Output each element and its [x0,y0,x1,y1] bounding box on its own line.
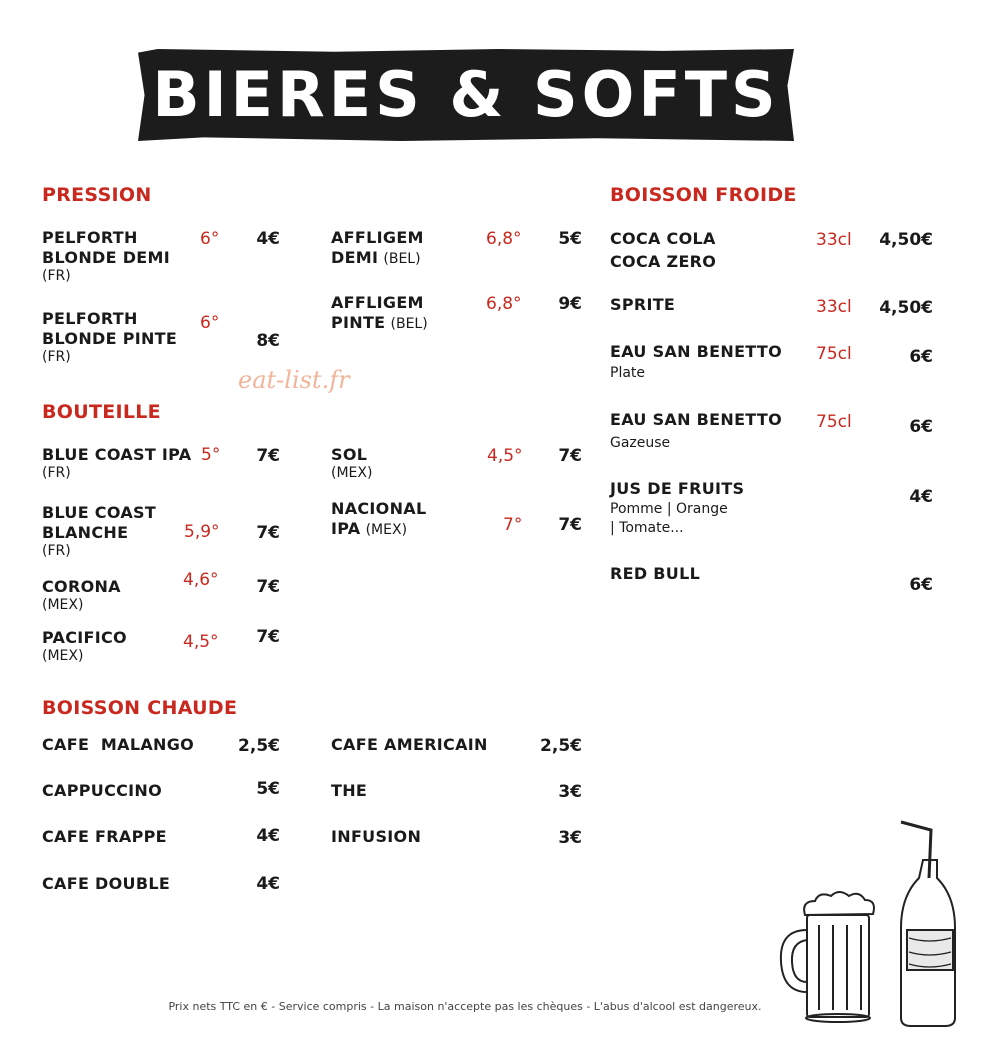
item-price: 8€ [256,331,280,351]
menu-item-blue-coast-blanche: BLUE COAST BLANCHE (FR) [42,503,157,559]
watermark: eat-list.fr [238,366,350,394]
menu-item-sol: SOL (MEX) [331,445,373,481]
section-title-pression: PRESSION [42,184,152,206]
item-degree: 6,8° [486,229,522,249]
item-price: 5€ [558,229,582,249]
item-price: 4€ [256,229,280,249]
item-price: 4€ [909,487,933,507]
item-price: 9€ [558,294,582,314]
item-price: 6€ [909,417,933,437]
item-degree: 4,6° [183,570,219,590]
item-volume: 33cl [816,230,852,250]
menu-item-cafe-frappe: CAFE FRAPPE [42,827,167,846]
item-price: 4€ [256,826,280,846]
menu-item-eau-gazeuse: EAU SAN BENETTO Gazeuse [610,410,782,451]
menu-item-corona: CORONA (MEX) [42,577,121,613]
page-title: BIERES & SOFTS [152,58,780,131]
menu-item-pacifico: PACIFICO (MEX) [42,628,127,664]
item-degree: 6° [200,229,220,249]
item-price: 4€ [256,874,280,894]
menu-item-jus-de-fruits: JUS DE FRUITS Pomme | Orange | Tomate... [610,479,745,536]
item-volume: 75cl [816,412,852,432]
item-price: 6€ [909,575,933,595]
menu-item-cappuccino: CAPPUCCINO [42,781,162,800]
menu-item-nacional-ipa: NACIONAL IPA (MEX) [331,499,427,538]
section-title-boisson-chaude: BOISSON CHAUDE [42,697,238,719]
item-price: 7€ [256,577,280,597]
item-price: 4,50€ [879,298,933,318]
item-price: 3€ [558,782,582,802]
item-volume: 75cl [816,344,852,364]
item-price: 4,50€ [879,230,933,250]
menu-item-blue-coast-ipa: BLUE COAST IPA (FR) [42,445,192,481]
item-degree: 6,8° [486,294,522,314]
menu-item-cafe-americain: CAFE AMERICAIN [331,735,488,754]
section-title-boisson-froide: BOISSON FROIDE [610,184,797,206]
item-price: 2,5€ [238,736,280,756]
item-price: 2,5€ [540,736,582,756]
footer-note: Prix nets TTC en € - Service compris - La maison n'accepte pas les chèques - L'abus d'alcool est dangereux. [168,1000,762,1013]
item-price: 5€ [256,779,280,799]
item-price: 7€ [558,446,582,466]
menu-item-affligem-pinte: AFFLIGEM PINTE (BEL) [331,293,428,332]
item-price: 7€ [256,523,280,543]
menu-item-pelforth-demi: PELFORTH BLONDE DEMI (FR) [42,228,170,284]
menu-item-cafe-double: CAFE DOUBLE [42,874,171,893]
item-price: 6€ [909,347,933,367]
menu-item-infusion: INFUSION [331,827,422,846]
menu-item-pelforth-pinte: PELFORTH BLONDE PINTE (FR) [42,309,178,365]
item-price: 3€ [558,828,582,848]
menu-item-cafe-malango: CAFE MALANGO [42,735,195,754]
item-degree: 4,5° [487,446,523,466]
item-price: 7€ [558,515,582,535]
menu-item-affligem-demi: AFFLIGEM DEMI (BEL) [331,228,424,267]
item-volume: 33cl [816,297,852,317]
section-title-bouteille: BOUTEILLE [42,401,161,423]
item-degree: 4,5° [183,632,219,652]
item-degree: 5° [201,445,221,465]
item-degree: 6° [200,313,220,333]
menu-item-the: THE [331,781,368,800]
beer-mug-bottle-illustration [775,820,965,1030]
menu-item-red-bull: RED BULL [610,564,701,583]
menu-item-coca-cola: COCA COLA COCA ZERO [610,229,717,271]
item-price: 7€ [256,446,280,466]
item-degree: 5,9° [184,522,220,542]
item-degree: 7° [503,515,523,535]
menu-item-sprite: SPRITE [610,295,676,314]
item-price: 7€ [256,627,280,647]
menu-item-eau-plate: EAU SAN BENETTO Plate [610,342,782,381]
